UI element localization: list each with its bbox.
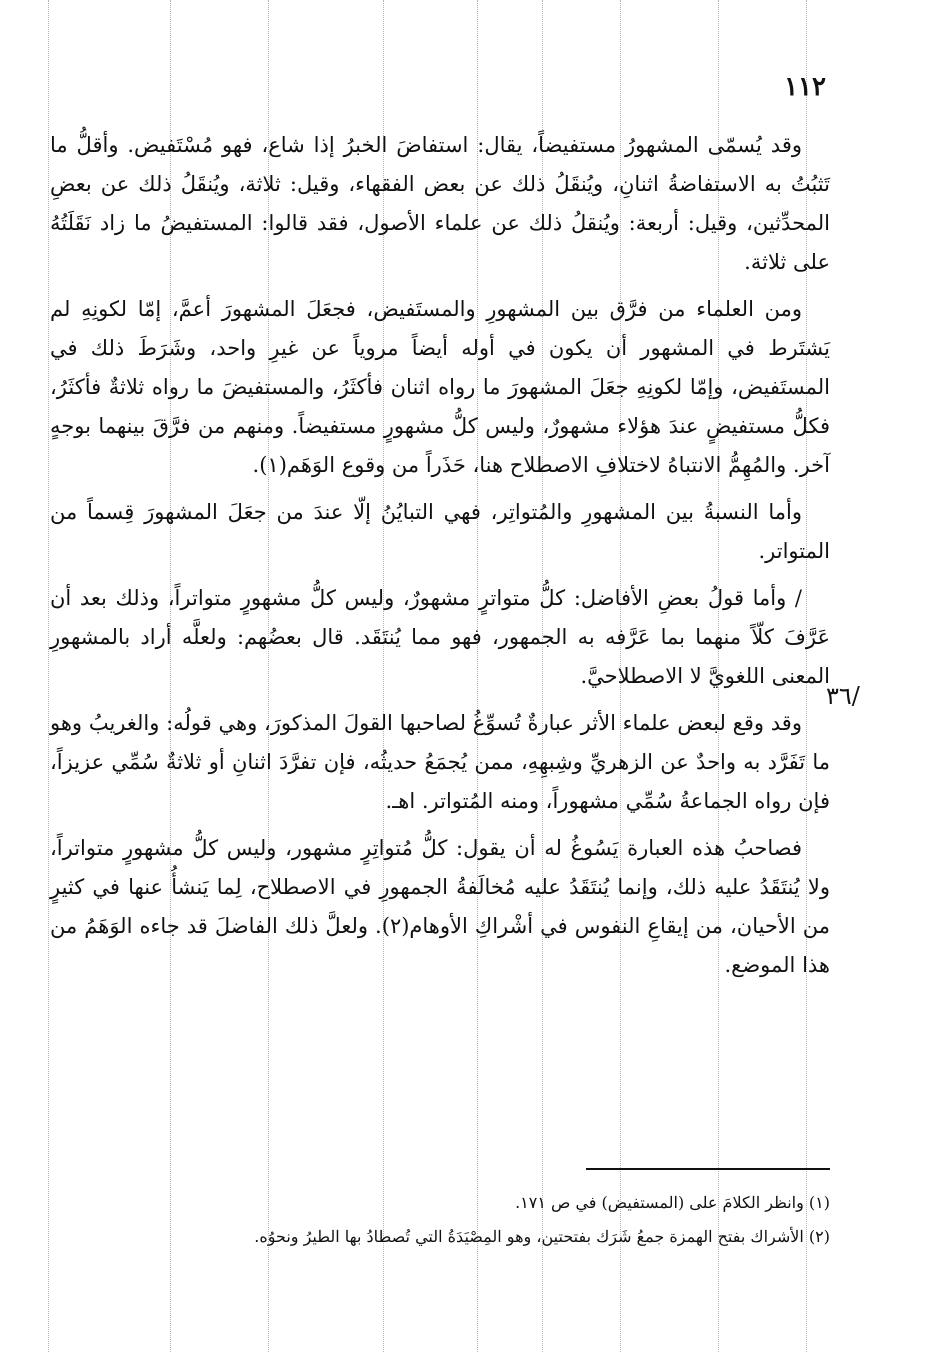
page-number: ١١٢	[784, 72, 826, 102]
paragraph: وأما النسبةُ بين المشهورِ والمُتواتِر، فهي التبايُنُ إلّا عندَ من جعَلَ المشهورَ قِسماً من المتواتر.	[50, 500, 830, 563]
paragraph: وقد يُسمّى المشهورُ مستفيضاً، يقال: استفاضَ الخبرُ إذا شاع، فهو مُسْتَفيض. وأقلُّ ما تَثبُتُ به الاستفاضةُ اثنانِ، ويُنقَلُ ذلك عن بعض الفقهاء، وقيل: ثلاثة، ويُنقَلُ ذلك عن بعضِ المحدِّثين، وقيل: أربعة: ويُنقلُ ذلك عن علماء الأصول، فقد قالوا: المستفيضُ ما زاد نَقَلَتُهُ على ثلاثة.	[50, 133, 830, 274]
main-text	[50, 126, 830, 993]
footnote: (١) وانظر الكلامَ على (المستفيض) في ص ١٧١.	[515, 1193, 830, 1212]
paragraph: وقد وقع لبعض علماء الأثر عبارةٌ تُسوِّغُ لصاحبها القولَ المذكورَ، وهي قولُه: والغريبُ وهو ما تَفَرَّد به واحدٌ عن الزهريِّ وشِبهِهِ، ممن يُجمَعُ حديثُه، فإن تفرَّدَ اثنانِ أو ثلاثةٌ سُمِّي عزيزاً، فإن رواه الجماعةُ سُمِّي مشهوراً، ومنه المُتواتر. اهـ.	[50, 711, 830, 813]
footnote: (٢) الأشراك بفتح الهمزة جمعُ شَرَك بفتحتين، وهو المِصْيَدَةُ التي تُصطادُ بها الطيرُ ونحوُه.	[254, 1227, 830, 1246]
paragraph: ومن العلماء من فرَّق بين المشهورِ والمستَفيض، فجعَلَ المشهورَ أعمَّ، إمّا لكونِهِ لم يَشتَرط في المشهور أن يكون في أوله أيضاً مروياً عن غيرِ واحد، وشَرَطَ ذلك في المستَفيض، وإمّا لكونِهِ جعَلَ المشهورَ ما رواه اثنان فأكثَرُ، والمستفيضَ ما رواه ثلاثةٌ فأكثَرُ، فكلُّ مستفيضٍ عندَ هؤلاء مشهورٌ، وليس كلُّ مشهورٍ مستفيضاً. ومنهم من فرَّقَ بينهما بوجهٍ آخر. والمُهِمُّ الانتباهُ لاختلافِ الاصطلاح هنا، حَذَراً من وقوع الوَهَم(١).	[50, 297, 830, 477]
margin-reference-number: /٣٦	[826, 682, 860, 710]
paragraph: / وأما قولُ بعضِ الأفاضل: كلُّ متواترٍ مشهورٌ، وليس كلُّ مشهورٍ متواتراً، وذلك بعد أن عَرَّفَ كلّاً منهما بما عَرَّفه به الجمهور، فهو مما يُنتَقَد. قال بعضُهم: ولعلَّه أراد بالمشهورِ المعنى اللغويَّ لا الاصطلاحيَّ.	[50, 586, 830, 688]
footnote-divider	[586, 1168, 830, 1170]
scan-dotted-line	[48, 0, 49, 1352]
paragraph: فصاحبُ هذه العبارة يَسُوغُ له أن يقول: كلُّ مُتواتِرٍ مشهور، وليس كلُّ مشهورٍ متواتراً، ولا يُنتَقَدُ عليه ذلك، وإنما يُنتَقَدُ عليه مُخالَفةُ الجمهورِ في الاصطلاح، لِما يَنشأُ عنها في كثيرٍ من الأحيان، من إيقاعِ النفوس في أشْراكِ الأوهام(٢). ولعلَّ ذلك الفاضلَ قد جاءه الوَهَمُ من هذا الموضع.	[50, 836, 831, 977]
footnotes	[50, 1186, 830, 1254]
